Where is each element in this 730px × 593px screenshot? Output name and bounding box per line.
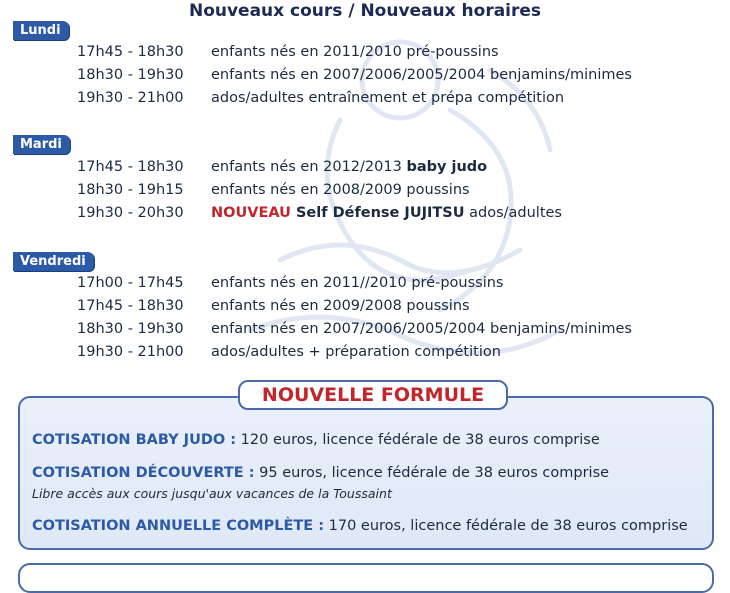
- page-title: Nouveaux cours / Nouveaux horaires: [188, 1, 542, 21]
- schedule-row: 18h30 - 19h30 enfants nés en 2007/2006/2005/2004 benjamins/minimes: [77, 321, 632, 337]
- fee-line-baby-judo: COTISATION BABY JUDO : 120 euros, licence fédérale de 38 euros comprise: [32, 432, 600, 448]
- day-label-vendredi: Vendredi: [13, 252, 94, 271]
- day-label-lundi: Lundi: [13, 21, 69, 40]
- fee-line-annuelle: COTISATION ANNUELLE COMPLÈTE : 170 euros, licence fédérale de 38 euros comprise: [32, 518, 688, 534]
- schedule-row: 17h00 - 17h45 enfants nés en 2011//2010 pré-poussins: [77, 275, 504, 291]
- schedule-row: 18h30 - 19h30 enfants nés en 2007/2006/2005/2004 benjamins/minimes: [77, 67, 632, 83]
- fee-line-decouverte: COTISATION DÉCOUVERTE : 95 euros, licence fédérale de 38 euros comprise: [32, 465, 610, 481]
- fee-note: Libre accès aux cours jusqu'aux vacances de la Toussaint: [32, 486, 392, 501]
- new-badge: NOUVEAU: [211, 205, 291, 221]
- formula-heading: NOUVELLE FORMULE: [238, 380, 508, 410]
- schedule-row: 17h45 - 18h30 enfants nés en 2009/2008 poussins: [77, 298, 470, 314]
- schedule-row: 17h45 - 18h30 enfants nés en 2012/2013 baby judo: [77, 159, 488, 175]
- day-label-mardi: Mardi: [13, 135, 70, 154]
- schedule-row: 19h30 - 21h00 ados/adultes + préparation compétition: [77, 344, 501, 360]
- bottom-box: [18, 563, 714, 593]
- schedule-row: 17h45 - 18h30 enfants nés en 2011/2010 pré-poussins: [77, 44, 499, 60]
- schedule-row: 19h30 - 20h30 NOUVEAU Self Défense JUJITSU ados/adultes: [77, 205, 562, 221]
- schedule-row: 18h30 - 19h15 enfants nés en 2008/2009 poussins: [77, 182, 470, 198]
- schedule-row: 19h30 - 21h00 ados/adultes entraînement et prépa compétition: [77, 90, 565, 106]
